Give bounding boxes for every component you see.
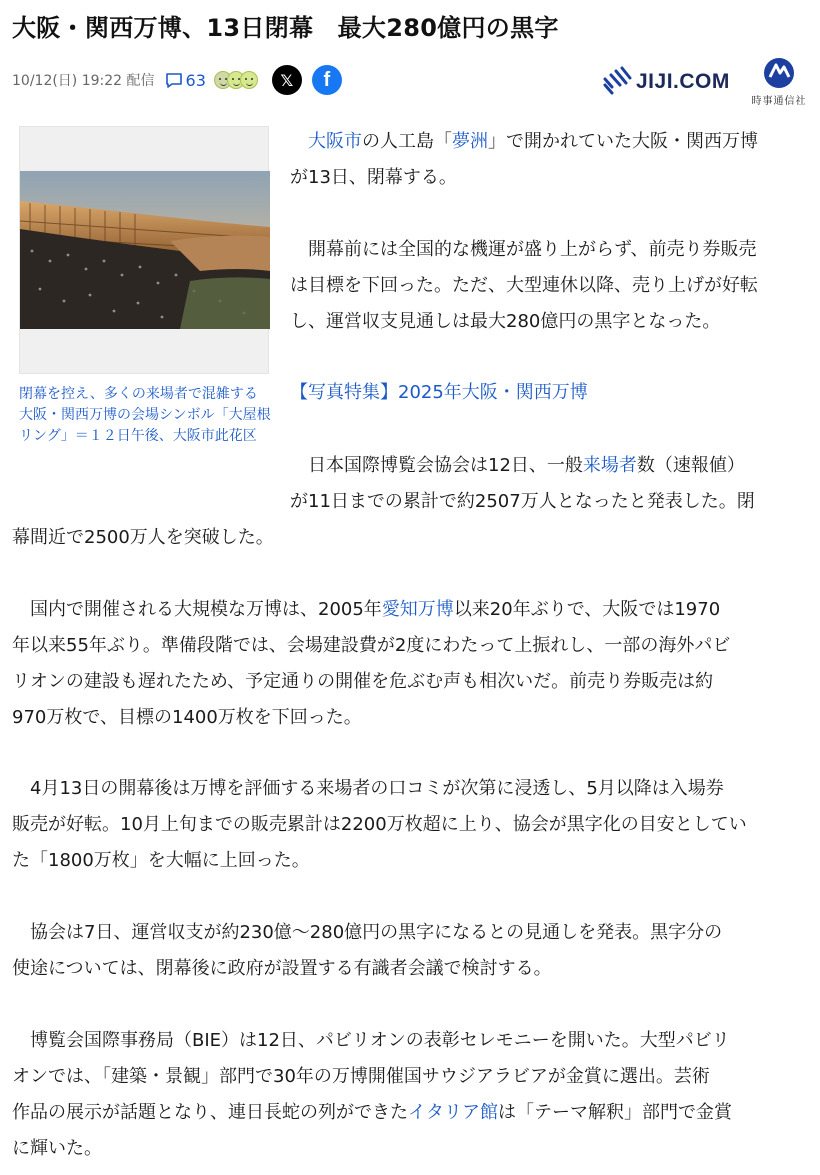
share-facebook-button[interactable] bbox=[312, 65, 342, 95]
paragraph-4: 国内で開催される大規模な万博は、2005年愛知万博以来20年ぶりで、大阪では1970 年以来55年ぶり。準備段階では、会場建設費が2度にわたって上振れし、一部の海外パビ リオンの建設も遅れたため、予定通りの開催を危ぶむ声も相次いだ。前売り券販売は約 970万枚で、目標の1400万枚を下回った。 bbox=[12, 599, 731, 728]
share-x-button[interactable] bbox=[272, 65, 302, 95]
reaction-icon bbox=[240, 71, 258, 89]
paragraph-5: 4月13日の開幕後は万博を評価する来場者の口コミが次第に浸透し、5月以降は入場券 販売が好転。10月上旬までの販売累計は2200万枚超に上り、協会が黒字化の目安としてい た「1800万枚」を大幅に上回った。 bbox=[12, 778, 747, 871]
article-meta bbox=[12, 66, 352, 94]
photo-image bbox=[20, 171, 270, 329]
paragraph-3-cont: 幕間近で2500万人を突破した。 bbox=[12, 527, 274, 548]
link-osaka-city[interactable]: 大阪市 bbox=[308, 131, 362, 152]
logo-text: JIJI.COM bbox=[636, 70, 730, 93]
jiji-emblem-icon bbox=[761, 56, 797, 90]
paragraph-6: 協会は7日、運営収支が約230億～280億円の黒字になるとの見通しを発表。黒字分の 使途については、閉幕後に政府が設置する有識者会議で検討する。 bbox=[12, 922, 723, 979]
photo-feature-link[interactable]: 【写真特集】2025年大阪・関西万博 bbox=[290, 382, 588, 403]
publish-datetime: 10/12(日) 19:22 配信 bbox=[12, 73, 155, 89]
source-logo[interactable] bbox=[602, 56, 814, 108]
photo-caption: 閉幕を控え、多くの来場者で混雑する大阪・関西万博の会場シンボル「大屋根リング」＝１２日午後、大阪市此花区 bbox=[19, 386, 271, 444]
comments-link[interactable] bbox=[165, 71, 206, 90]
link-yumeshima[interactable]: 夢洲 bbox=[452, 131, 488, 152]
x-icon: 𝕏 bbox=[280, 70, 294, 90]
logo-subtext: 時事通信社 bbox=[751, 96, 807, 107]
comment-count: 63 bbox=[185, 70, 206, 90]
reactions-group[interactable] bbox=[214, 71, 258, 89]
paragraph-1: 大阪市の人工島「夢洲」で開かれていた大阪・関西万博 が13日、閉幕する。 bbox=[290, 131, 758, 188]
link-visitors[interactable]: 来場者 bbox=[582, 455, 637, 476]
link-aichi-expo[interactable]: 愛知万博 bbox=[381, 599, 454, 620]
paragraph-3: 日本国際博覧会協会は12日、一般来場者数（速報値） が11日までの累計で約2507万人となったと発表した。閉 bbox=[290, 455, 755, 512]
jiji-mark-icon bbox=[602, 65, 632, 99]
article-title: 大阪・関西万博、13日閉幕 最大280億円の黒字 bbox=[12, 14, 559, 42]
logo-emblem bbox=[744, 56, 814, 108]
link-italy-pavilion[interactable]: イタリア館 bbox=[408, 1102, 498, 1123]
comment-icon bbox=[165, 72, 183, 89]
paragraph-2: 開幕前には全国的な機運が盛り上がらず、前売り券販売 は目標を下回った。ただ、大型連休以降、売り上げが好転 し、運営収支見通しは最大280億円の黒字となった。 bbox=[290, 239, 758, 332]
paragraph-7: 博覧会国際事務局（BIE）は12日、パビリオンの表彰セレモニーを開いた。大型パビリ オンでは、「建築・景観」部門で30年の万博開催国サウジアラビアが金賞に選出。芸術 作品の展示が話題となり、連日長蛇の列ができたイタリア館は「テーマ解釈」部門で金賞 に輝いた。 bbox=[12, 1030, 732, 1159]
article-photo[interactable] bbox=[19, 126, 269, 374]
facebook-icon: f bbox=[323, 68, 331, 91]
